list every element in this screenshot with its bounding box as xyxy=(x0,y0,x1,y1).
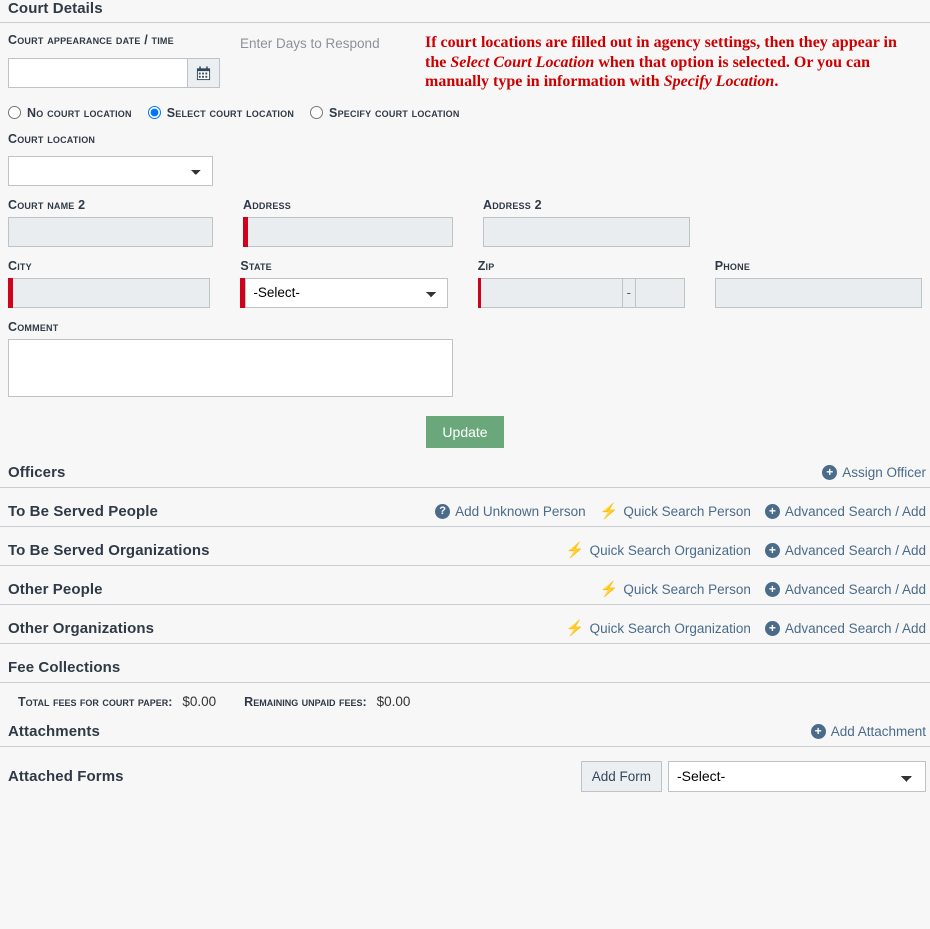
add-attachment-button[interactable] xyxy=(811,724,926,739)
advanced-search-add-person-label: Advanced Search / Add xyxy=(784,503,926,519)
plus-circle-icon: + xyxy=(765,621,780,636)
to-be-served-organizations-actions xyxy=(566,543,926,558)
assign-officer-label: Assign Officer xyxy=(842,464,926,480)
quick-search-organization-button[interactable] xyxy=(566,543,751,558)
advanced-search-add-person-button[interactable] xyxy=(765,504,926,519)
other-organizations-advanced-search-button[interactable] xyxy=(765,621,926,636)
quick-search-organization-label: Quick Search Organization xyxy=(589,542,751,558)
days-to-respond-label: Enter Days to Respond xyxy=(240,36,380,51)
quick-search-person-button[interactable] xyxy=(600,504,751,519)
assign-officer-button[interactable] xyxy=(822,465,926,480)
remaining-unpaid-fees-value: $0.00 xyxy=(376,693,411,709)
court-location-field xyxy=(8,132,213,186)
comment-field xyxy=(8,320,922,402)
phone-input[interactable] xyxy=(715,278,922,308)
quick-search-person-label: Quick Search Person xyxy=(623,503,751,519)
total-fees-value: $0.00 xyxy=(182,693,217,709)
attached-forms-section-header xyxy=(0,761,930,792)
city-input-wrap xyxy=(8,278,210,308)
other-people-title: Other People xyxy=(8,580,103,598)
to-be-served-organizations-section-header xyxy=(0,542,930,566)
city-input[interactable] xyxy=(13,278,210,308)
plus-circle-icon: + xyxy=(765,582,780,597)
advanced-search-add-organization-button[interactable] xyxy=(765,543,926,558)
plus-circle-icon: + xyxy=(765,504,780,519)
radio-specify-court-location[interactable] xyxy=(310,106,460,120)
state-select-wrap xyxy=(240,278,447,308)
to-be-served-people-title: To Be Served People xyxy=(8,502,159,520)
court-location-label: Court location xyxy=(8,131,96,146)
radio-select-court-location-input[interactable] xyxy=(148,106,161,119)
other-organizations-advanced-search-label: Advanced Search / Add xyxy=(784,620,926,636)
other-people-quick-search-label: Quick Search Person xyxy=(623,581,751,597)
other-organizations-actions xyxy=(566,621,926,636)
add-unknown-person-button[interactable] xyxy=(435,504,586,519)
comment-label: Comment xyxy=(8,319,59,334)
officers-title: Officers xyxy=(8,463,66,481)
appearance-date-col xyxy=(8,33,240,88)
phone-field xyxy=(715,259,922,308)
court-location-mode-radios xyxy=(8,106,922,120)
calendar-icon[interactable] xyxy=(188,58,220,88)
attachments-actions xyxy=(811,724,926,739)
zip-label: zip xyxy=(477,258,495,273)
other-organizations-section-header xyxy=(0,620,930,644)
radio-no-court-location-input[interactable] xyxy=(8,106,21,119)
state-label: state xyxy=(240,258,272,273)
other-organizations-quick-search-button[interactable] xyxy=(566,621,751,636)
bolt-icon: ⚡ xyxy=(565,541,585,559)
add-attachment-label: Add Attachment xyxy=(830,723,926,739)
note-text-3: . xyxy=(774,73,779,90)
address-field xyxy=(243,198,453,247)
address-2-input[interactable] xyxy=(483,217,690,247)
note-text-2: when that option is selected. Or you can manually type in information with xyxy=(425,53,871,90)
bolt-icon: ⚡ xyxy=(599,502,619,520)
radio-specify-court-location-input[interactable] xyxy=(310,106,323,119)
phone-label: Phone xyxy=(714,258,751,273)
question-circle-icon: ? xyxy=(435,504,450,519)
days-to-respond-col xyxy=(240,33,425,53)
remaining-unpaid-fees-label: remaining unpaid fees: xyxy=(244,694,367,709)
zip-field xyxy=(478,259,685,308)
court-location-note xyxy=(425,33,922,92)
total-fees-label: Total fees for court paper: xyxy=(18,694,173,709)
plus-circle-icon: + xyxy=(822,465,837,480)
radio-specify-court-location-label: specify court location xyxy=(329,105,460,120)
court-name-2-input[interactable] xyxy=(8,217,213,247)
address-input-wrap xyxy=(243,217,453,247)
to-be-served-people-section-header xyxy=(0,503,930,527)
other-people-quick-search-button[interactable] xyxy=(600,582,751,597)
zip-ext-input[interactable] xyxy=(635,278,685,308)
appearance-date-field xyxy=(8,58,240,88)
zip-dash: - xyxy=(623,278,635,308)
city-field xyxy=(8,259,210,308)
fee-collections-title: Fee Collections xyxy=(8,658,121,676)
plus-circle-icon: + xyxy=(811,724,826,739)
plus-circle-icon: + xyxy=(765,543,780,558)
radio-select-court-location-label: select court location xyxy=(166,105,295,120)
radio-select-court-location[interactable] xyxy=(148,106,294,120)
address-2-field xyxy=(483,198,690,247)
bolt-icon: ⚡ xyxy=(599,580,619,598)
to-be-served-people-actions xyxy=(435,504,926,519)
radio-no-court-location[interactable] xyxy=(8,106,132,120)
officers-section-header xyxy=(0,464,930,488)
note-emphasis-2: Specify Location xyxy=(663,73,775,90)
other-people-section-header xyxy=(0,581,930,605)
update-button[interactable]: Update xyxy=(426,416,503,448)
court-details-body xyxy=(0,23,930,448)
page-title: Court Details xyxy=(8,0,103,17)
attachments-section-header xyxy=(0,723,930,747)
add-form-button[interactable]: Add Form xyxy=(581,761,662,792)
attached-forms-title: Attached Forms xyxy=(8,767,124,785)
fee-collections-section-header xyxy=(0,659,930,683)
court-location-select[interactable] xyxy=(8,156,213,186)
radio-no-court-location-label: No court location xyxy=(27,105,132,120)
address-label: address xyxy=(243,197,291,212)
other-organizations-title: Other Organizations xyxy=(8,619,155,637)
advanced-search-add-organization-label: Advanced Search / Add xyxy=(784,542,926,558)
other-people-actions xyxy=(600,582,926,597)
address-input[interactable] xyxy=(248,217,453,247)
zip-input[interactable] xyxy=(481,278,623,308)
attached-form-select[interactable] xyxy=(668,761,926,792)
court-name-2-field xyxy=(8,198,213,247)
fee-collections-row xyxy=(0,683,930,709)
other-people-advanced-search-button[interactable] xyxy=(765,582,926,597)
court-top-row xyxy=(8,33,922,92)
note-emphasis-1: Select Court Location xyxy=(450,53,595,71)
note-text-1: If court locations are filled out in agency settings, then they appear in the xyxy=(425,34,897,71)
attached-forms-actions xyxy=(581,761,926,792)
bolt-icon: ⚡ xyxy=(565,619,585,637)
state-select[interactable] xyxy=(245,278,447,308)
court-details-header xyxy=(0,0,930,23)
update-row xyxy=(8,416,922,448)
attachments-title: Attachments xyxy=(8,722,100,740)
court-name-2-label: Court name 2 xyxy=(8,197,86,212)
to-be-served-organizations-title: To Be Served Organizations xyxy=(8,541,210,559)
other-organizations-quick-search-label: Quick Search Organization xyxy=(589,620,751,636)
zip-input-wrap xyxy=(478,278,685,308)
other-people-advanced-search-label: Advanced Search / Add xyxy=(784,581,926,597)
list-sections xyxy=(0,464,930,792)
appearance-date-label: Court appearance date / time xyxy=(8,33,174,47)
address-row xyxy=(8,198,922,247)
state-field xyxy=(240,259,447,308)
officers-actions xyxy=(822,465,926,480)
add-unknown-person-label: Add Unknown Person xyxy=(455,503,586,519)
city-state-row xyxy=(8,259,922,308)
appearance-date-input[interactable] xyxy=(8,58,188,88)
city-label: City xyxy=(8,258,32,273)
address-2-label: address 2 xyxy=(483,197,542,212)
comment-textarea[interactable] xyxy=(8,339,453,397)
